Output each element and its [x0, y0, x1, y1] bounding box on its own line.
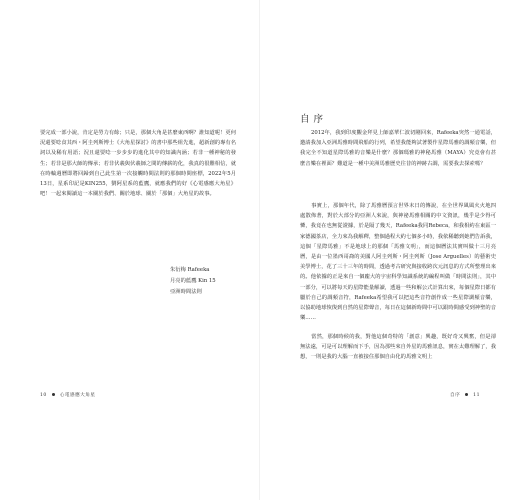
right-page	[260, 0, 520, 500]
paragraph-3	[300, 332, 496, 363]
right-running-title: 自序	[450, 393, 461, 398]
paragraph-2-text: 事實上，那個年代，除了馬雅曆預言世界末日的傳說，在全世界風風火火地四處散佈著，對於大部分的亞洲人來說，與神祕馬雅相關的中文資訊，幾乎是少得可憐，我竟在也無從證據，於是隔了幾天，Rafeeka我同Rebeca，和我相約在東區一家德國茶店，全力來為我解釋，整個過程大約七個多小時，我依稀聽到她們告訴我，這個「星際馬雅」不是地球上的那個「馬雅文明」，而這個曆法其實叫做十三月亮曆，是由一位墨西哥裔的美國人阿圭列斯・阿圭列斯（Jose Arguelles）的藝術史美學博士，花了三十三年的時間，透過考古研究與接收跨次元訊息的方式所整理出來的。他依據的正是來自一個龐大的宇宙科學知識系統的編程叫做「時間法則」，其中一部分，可以將每天的星際能量解讀，透過一些和解公式計算出來，每個星際日都有屬於自己的調頻音符，Rafeeka希望我可以把這些音符創作成一些星際調頻音樂，以協助地球恢復到自然的星際聲音，每日在這個新時間中可以跟時間感受到神聖的音樂……	[300, 203, 496, 322]
left-footer	[40, 392, 95, 398]
right-page-number: 11	[473, 393, 480, 398]
chapter-title: 自序	[300, 114, 328, 125]
paragraph-1-text: 2012年，我到印度觀金拜見上師嘉華仁波切剛回來，Rafeeka突然一通電話，邀請我加入亞洲馬雅時間飛船的行列，希望我能夠試著製作星際馬雅的調頻音樂，但我完全不知道星際馬雅的音樂是什麼？那個瑪雅的神秘馬雅（MAYA）究竟會有甚麼音樂在裡面？難道是一種中美洲馬雅歷史往昔的神跡古調，需要我去探索嗎？	[300, 130, 496, 167]
preface-closing-paragraph: 要完成一部小說，肯定是勞力有餘；只是，那個大角是甚麼東西啊？誰知道呢！更何況還要唸食其西・阿圭列斯博士《大角星探討》的書中那些組先進，超新創的專有名詞以及稀有用語；況且還要唸一步步步的進化其中的知識內涵；若非一種神秘的發生；若非是那大師的傳承；若非伏羲與伏羲師之間的傳薪的化，我真的很難相信，就在時輪週曆即將回歸到自己此生第一次接觸時間法則的那個時間座標，2022年5月13日，星系印記是KIN255，劉阿星系的藍鷹，就應我們的好《心電感應大角星》吧！一起來閱讀這一本關於我們、關於地球、關於「那個」大角星的故事。	[40, 130, 236, 198]
left-running-title: 心電感應大角星	[59, 393, 96, 398]
paragraph-2	[300, 201, 496, 323]
bullet-icon	[52, 393, 55, 396]
bullet-icon	[465, 393, 468, 396]
signature-kin: 月亮的藍鷹 Kin 15	[170, 278, 216, 284]
signature-name: 朱衍梅 Rafeeka	[170, 267, 210, 273]
paragraph-1	[300, 128, 496, 169]
signature-org: 亞洲時間法則	[170, 289, 202, 295]
signature-block	[170, 265, 250, 298]
paragraph-3-text: 當然，那個時候的我，對他這個奇特的「創意」興趣，既好奇又興奮，但是卻無法遠，可是可以理解而下手，因為那些來自外星的馬雅訊息，實在太難理解了，我想，一則是我的大腦一直被接住那個自由化的馬雅文明上	[300, 334, 496, 361]
left-page-number: 10	[40, 393, 47, 398]
right-footer	[450, 392, 480, 398]
